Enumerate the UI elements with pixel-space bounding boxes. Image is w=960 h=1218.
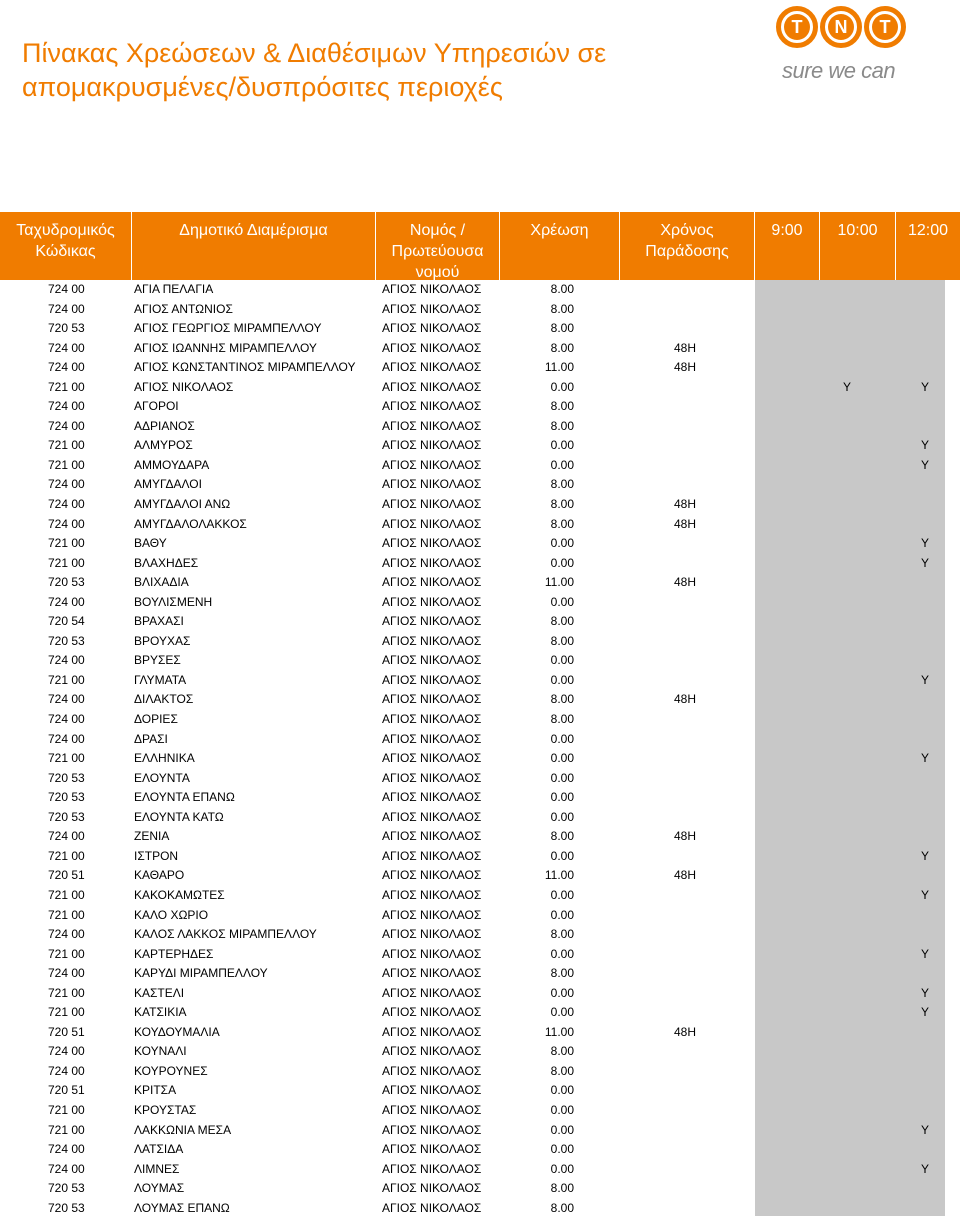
postal-code-cell: 724 00 <box>48 399 85 414</box>
logo-circle <box>864 6 906 48</box>
charge-cell: 0.00 <box>550 985 574 1000</box>
prefecture-cell: ΑΓΙΟΣ ΝΙΚΟΛΑΟΣ <box>382 497 482 512</box>
charge-cell: 8.00 <box>550 516 574 531</box>
prefecture-cell: ΑΓΙΟΣ ΝΙΚΟΛΑΟΣ <box>382 946 482 961</box>
area-cell: ΛΑΚΚΩΝΙΑ ΜΕΣΑ <box>134 1122 232 1137</box>
time-12-cell: Y <box>920 946 929 961</box>
table-row <box>0 573 960 593</box>
charge-cell: 8.00 <box>550 282 574 296</box>
header-prefecture: Νομός / Πρωτεύουσα νομού <box>376 212 500 280</box>
area-cell: ΑΓΙΟΣ ΓΕΩΡΓΙΟΣ ΜΙΡΑΜΠΕΛΛΟΥ <box>134 321 322 336</box>
postal-code-cell: 721 00 <box>48 751 85 766</box>
area-cell: ΑΜΥΓΔΑΛΟΙ <box>134 477 202 492</box>
table-row <box>0 808 960 828</box>
charge-cell: 8.00 <box>550 927 574 942</box>
postal-code-cell: 724 00 <box>48 1161 85 1176</box>
area-cell: ΒΡΥΣΕΣ <box>134 653 181 668</box>
area-cell: ΛΙΜΝΕΣ <box>134 1161 180 1176</box>
postal-code-cell: 721 00 <box>48 536 85 551</box>
table-row <box>0 1199 960 1218</box>
prefecture-cell: ΑΓΙΟΣ ΝΙΚΟΛΑΟΣ <box>382 1102 482 1117</box>
postal-code-cell: 724 00 <box>48 340 85 355</box>
table-row <box>0 749 960 769</box>
time-12-cell: Y <box>920 1122 929 1137</box>
postal-code-cell: 724 00 <box>48 477 85 492</box>
prefecture-cell: ΑΓΙΟΣ ΝΙΚΟΛΑΟΣ <box>382 594 482 609</box>
charge-cell: 8.00 <box>550 301 574 316</box>
postal-code-cell: 721 00 <box>48 457 85 472</box>
prefecture-cell: ΑΓΙΟΣ ΝΙΚΟΛΑΟΣ <box>382 379 482 394</box>
area-cell: ΚΡΟΥΣΤΑΣ <box>134 1102 197 1117</box>
time-12-cell: Y <box>920 457 929 472</box>
prefecture-cell: ΑΓΙΟΣ ΝΙΚΟΛΑΟΣ <box>382 1200 482 1215</box>
charge-cell: 0.00 <box>550 1122 574 1137</box>
prefecture-cell: ΑΓΙΟΣ ΝΙΚΟΛΑΟΣ <box>382 516 482 531</box>
area-cell: ΙΣΤΡΟΝ <box>134 848 179 863</box>
postal-code-cell: 724 00 <box>48 1142 85 1157</box>
charge-cell: 0.00 <box>550 809 574 824</box>
postal-code-cell: 724 00 <box>48 966 85 981</box>
area-cell: ΚΟΥΝΑΛΙ <box>134 1044 187 1059</box>
table-row <box>0 710 960 730</box>
table-header <box>0 212 960 280</box>
area-cell: ΒΛΙΧΑΔΙΑ <box>134 575 189 590</box>
header-time-9: 9:00 <box>755 212 820 280</box>
area-cell: ΒΛΑΧΗΔΕΣ <box>134 555 199 570</box>
area-cell: ΒΡΟΥΧΑΣ <box>134 633 191 648</box>
area-cell: ΚΑΚΟΚΑΜΩΤΕΣ <box>134 887 225 902</box>
charge-cell: 11.00 <box>544 868 574 883</box>
time-12-cell: Y <box>920 887 929 902</box>
postal-code-cell: 720 53 <box>48 770 85 785</box>
area-cell: ΑΓΙΑ ΠΕΛΑΓΙΑ <box>134 282 214 296</box>
table-row <box>0 1160 960 1180</box>
charge-cell: 0.00 <box>550 848 574 863</box>
delivery-time-cell: 48Η <box>674 829 697 844</box>
postal-code-cell: 720 53 <box>48 575 85 590</box>
prefecture-cell: ΑΓΙΟΣ ΝΙΚΟΛΑΟΣ <box>382 1063 482 1078</box>
table-row <box>0 436 960 456</box>
table-row <box>0 339 960 359</box>
area-cell: ΛΑΤΣΙΔΑ <box>134 1142 184 1157</box>
postal-code-cell: 724 00 <box>48 1044 85 1059</box>
time-12-cell: Y <box>920 751 929 766</box>
postal-code-cell: 720 51 <box>48 868 85 883</box>
charge-cell: 8.00 <box>550 692 574 707</box>
table-row <box>0 1081 960 1101</box>
postal-code-cell: 721 00 <box>48 555 85 570</box>
prefecture-cell: ΑΓΙΟΣ ΝΙΚΟΛΑΟΣ <box>382 731 482 746</box>
charge-cell: 11.00 <box>544 360 574 375</box>
charge-cell: 0.00 <box>550 907 574 922</box>
table-body <box>0 280 960 1218</box>
postal-code-cell: 724 00 <box>48 712 85 727</box>
logo-tagline: sure we can <box>782 58 896 83</box>
charge-cell: 0.00 <box>550 731 574 746</box>
logo-letter: T <box>784 14 810 40</box>
area-cell: ΑΛΜΥΡΟΣ <box>134 438 193 453</box>
prefecture-cell: ΑΓΙΟΣ ΝΙΚΟΛΑΟΣ <box>382 399 482 414</box>
prefecture-cell: ΑΓΙΟΣ ΝΙΚΟΛΑΟΣ <box>382 457 482 472</box>
area-cell: ΖΕΝΙΑ <box>134 829 170 844</box>
area-cell: ΚΑΘΑΡΟ <box>134 868 185 883</box>
table-row <box>0 1121 960 1141</box>
charge-cell: 0.00 <box>550 653 574 668</box>
postal-code-cell: 721 00 <box>48 887 85 902</box>
postal-code-cell: 721 00 <box>48 848 85 863</box>
postal-code-cell: 724 00 <box>48 653 85 668</box>
prefecture-cell: ΑΓΙΟΣ ΝΙΚΟΛΑΟΣ <box>382 868 482 883</box>
table-row <box>0 397 960 417</box>
area-cell: ΛΟΥΜΑΣ <box>134 1181 185 1196</box>
table-row <box>0 1003 960 1023</box>
delivery-time-cell: 48Η <box>674 868 697 883</box>
postal-code-cell: 721 00 <box>48 1102 85 1117</box>
charge-cell: 0.00 <box>550 594 574 609</box>
table-row <box>0 945 960 965</box>
charge-cell: 0.00 <box>550 946 574 961</box>
time-12-cell: Y <box>920 379 929 394</box>
prefecture-cell: ΑΓΙΟΣ ΝΙΚΟΛΑΟΣ <box>382 614 482 629</box>
table-row <box>0 984 960 1004</box>
area-cell: ΑΔΡΙΑΝΟΣ <box>134 418 195 433</box>
charge-cell: 0.00 <box>550 1005 574 1020</box>
delivery-time-cell: 48Η <box>674 516 697 531</box>
postal-code-cell: 724 00 <box>48 418 85 433</box>
table-row <box>0 1023 960 1043</box>
area-cell: ΓΛΥΜΑΤΑ <box>134 672 187 687</box>
table-row <box>0 495 960 515</box>
charge-cell: 8.00 <box>550 340 574 355</box>
charge-cell: 8.00 <box>550 829 574 844</box>
prefecture-cell: ΑΓΙΟΣ ΝΙΚΟΛΑΟΣ <box>382 887 482 902</box>
prefecture-cell: ΑΓΙΟΣ ΝΙΚΟΛΑΟΣ <box>382 301 482 316</box>
postal-code-cell: 720 53 <box>48 633 85 648</box>
prefecture-cell: ΑΓΙΟΣ ΝΙΚΟΛΑΟΣ <box>382 672 482 687</box>
table-row <box>0 671 960 691</box>
table-row <box>0 1101 960 1121</box>
area-cell: ΔΙΛΑΚΤΟΣ <box>134 692 194 707</box>
time-12-cell: Y <box>920 985 929 1000</box>
area-cell: ΒΑΘΥ <box>134 536 167 551</box>
charge-cell: 8.00 <box>550 1063 574 1078</box>
area-cell: ΛΟΥΜΑΣ ΕΠΑΝΩ <box>134 1200 230 1215</box>
area-cell: ΑΜΜΟΥΔΑΡΑ <box>134 457 210 472</box>
table-row <box>0 1140 960 1160</box>
charge-cell: 0.00 <box>550 555 574 570</box>
area-cell: ΚΟΥΡΟΥΝΕΣ <box>134 1063 208 1078</box>
table-row <box>0 866 960 886</box>
prefecture-cell: ΑΓΙΟΣ ΝΙΚΟΛΑΟΣ <box>382 907 482 922</box>
postal-code-cell: 720 54 <box>48 614 85 629</box>
prefecture-cell: ΑΓΙΟΣ ΝΙΚΟΛΑΟΣ <box>382 1122 482 1137</box>
time-12-cell: Y <box>920 1005 929 1020</box>
time-12-cell: Y <box>920 555 929 570</box>
area-cell: ΑΓΙΟΣ ΙΩΑΝΝΗΣ ΜΙΡΑΜΠΕΛΛΟΥ <box>134 340 317 355</box>
postal-code-cell: 724 00 <box>48 594 85 609</box>
delivery-time-cell: 48Η <box>674 497 697 512</box>
logo-circle <box>776 6 818 48</box>
table-row <box>0 769 960 789</box>
prefecture-cell: ΑΓΙΟΣ ΝΙΚΟΛΑΟΣ <box>382 751 482 766</box>
postal-code-cell: 720 51 <box>48 1024 85 1039</box>
time-12-cell: Y <box>920 1161 929 1176</box>
area-cell: ΒΡΑΧΑΣΙ <box>134 614 184 629</box>
logo-letter: T <box>872 14 898 40</box>
table-row <box>0 690 960 710</box>
prefecture-cell: ΑΓΙΟΣ ΝΙΚΟΛΑΟΣ <box>382 1181 482 1196</box>
table-row <box>0 964 960 984</box>
area-cell: ΑΓΙΟΣ ΑΝΤΩΝΙΟΣ <box>134 301 233 316</box>
postal-code-cell: 724 00 <box>48 829 85 844</box>
charge-cell: 0.00 <box>550 751 574 766</box>
table-row <box>0 280 960 300</box>
prefecture-cell: ΑΓΙΟΣ ΝΙΚΟΛΑΟΣ <box>382 438 482 453</box>
area-cell: ΑΜΥΓΔΑΛΟΙ ΑΝΩ <box>134 497 231 512</box>
postal-code-cell: 720 53 <box>48 809 85 824</box>
prefecture-cell: ΑΓΙΟΣ ΝΙΚΟΛΑΟΣ <box>382 653 482 668</box>
table-row <box>0 730 960 750</box>
postal-code-cell: 724 00 <box>48 360 85 375</box>
table-row <box>0 593 960 613</box>
charge-cell: 8.00 <box>550 1044 574 1059</box>
time-12-cell: Y <box>920 536 929 551</box>
area-cell: ΕΛΛΗΝΙΚΑ <box>134 751 195 766</box>
charge-cell: 0.00 <box>550 672 574 687</box>
table-row <box>0 475 960 495</box>
table-row <box>0 456 960 476</box>
table-row <box>0 300 960 320</box>
prefecture-cell: ΑΓΙΟΣ ΝΙΚΟΛΑΟΣ <box>382 282 482 296</box>
prefecture-cell: ΑΓΙΟΣ ΝΙΚΟΛΑΟΣ <box>382 1024 482 1039</box>
table-row <box>0 534 960 554</box>
time-12-cell: Y <box>920 848 929 863</box>
charge-cell: 0.00 <box>550 1083 574 1098</box>
postal-code-cell: 721 00 <box>48 946 85 961</box>
charge-cell: 0.00 <box>550 438 574 453</box>
delivery-time-cell: 48Η <box>674 1024 697 1039</box>
postal-code-cell: 724 00 <box>48 497 85 512</box>
delivery-time-cell: 48Η <box>674 360 697 375</box>
table-row <box>0 554 960 574</box>
area-cell: ΕΛΟΥΝΤΑ ΕΠΑΝΩ <box>134 790 235 805</box>
area-cell: ΑΓΟΡΟΙ <box>134 399 179 414</box>
table-row <box>0 632 960 652</box>
postal-code-cell: 724 00 <box>48 301 85 316</box>
charge-cell: 0.00 <box>550 536 574 551</box>
area-cell: ΚΡΙΤΣΑ <box>134 1083 177 1098</box>
prefecture-cell: ΑΓΙΟΣ ΝΙΚΟΛΑΟΣ <box>382 1161 482 1176</box>
area-cell: ΕΛΟΥΝΤΑ ΚΑΤΩ <box>134 809 224 824</box>
time-12-cell: Y <box>920 438 929 453</box>
header-postal-code: Ταχυδρομικός Κώδικας <box>0 212 132 280</box>
area-cell: ΚΑΛΟΣ ΛΑΚΚΟΣ ΜΙΡΑΜΠΕΛΛΟΥ <box>134 927 317 942</box>
logo-letter: N <box>828 14 854 40</box>
charge-cell: 8.00 <box>550 477 574 492</box>
table-row <box>0 1179 960 1199</box>
header-delivery-time: Χρόνος Παράδοσης <box>620 212 755 280</box>
prefecture-cell: ΑΓΙΟΣ ΝΙΚΟΛΑΟΣ <box>382 360 482 375</box>
prefecture-cell: ΑΓΙΟΣ ΝΙΚΟΛΑΟΣ <box>382 692 482 707</box>
table-row <box>0 515 960 535</box>
prefecture-cell: ΑΓΙΟΣ ΝΙΚΟΛΑΟΣ <box>382 829 482 844</box>
prefecture-cell: ΑΓΙΟΣ ΝΙΚΟΛΑΟΣ <box>382 927 482 942</box>
charge-cell: 0.00 <box>550 379 574 394</box>
charge-cell: 8.00 <box>550 1181 574 1196</box>
area-cell: ΔΟΡΙΕΣ <box>134 712 178 727</box>
area-cell: ΕΛΟΥΝΤΑ <box>134 770 190 785</box>
charge-cell: 11.00 <box>544 575 574 590</box>
prefecture-cell: ΑΓΙΟΣ ΝΙΚΟΛΑΟΣ <box>382 770 482 785</box>
area-cell: ΑΜΥΓΔΑΛΟΛΑΚΚΟΣ <box>134 516 247 531</box>
charge-cell: 0.00 <box>550 887 574 902</box>
postal-code-cell: 721 00 <box>48 1005 85 1020</box>
postal-code-cell: 724 00 <box>48 516 85 531</box>
charge-cell: 8.00 <box>550 712 574 727</box>
charge-cell: 8.00 <box>550 966 574 981</box>
prefecture-cell: ΑΓΙΟΣ ΝΙΚΟΛΑΟΣ <box>382 418 482 433</box>
charge-cell: 8.00 <box>550 399 574 414</box>
postal-code-cell: 721 00 <box>48 438 85 453</box>
charge-cell: 11.00 <box>544 1024 574 1039</box>
prefecture-cell: ΑΓΙΟΣ ΝΙΚΟΛΑΟΣ <box>382 966 482 981</box>
table-row <box>0 788 960 808</box>
prefecture-cell: ΑΓΙΟΣ ΝΙΚΟΛΑΟΣ <box>382 321 482 336</box>
charge-cell: 8.00 <box>550 497 574 512</box>
postal-code-cell: 720 53 <box>48 321 85 336</box>
table-row <box>0 417 960 437</box>
table-row <box>0 358 960 378</box>
prefecture-cell: ΑΓΙΟΣ ΝΙΚΟΛΑΟΣ <box>382 1005 482 1020</box>
header-municipal-area: Δημοτικό Διαμέρισμα <box>132 212 376 280</box>
table-row <box>0 847 960 867</box>
postal-code-cell: 724 00 <box>48 927 85 942</box>
table-row <box>0 1042 960 1062</box>
area-cell: ΚΑΤΣΙΚΙΑ <box>134 1005 187 1020</box>
postal-code-cell: 724 00 <box>48 1063 85 1078</box>
table-row <box>0 378 960 398</box>
area-cell: ΑΓΙΟΣ ΝΙΚΟΛΑΟΣ <box>134 379 234 394</box>
prefecture-cell: ΑΓΙΟΣ ΝΙΚΟΛΑΟΣ <box>382 555 482 570</box>
postal-code-cell: 721 00 <box>48 907 85 922</box>
table-row <box>0 906 960 926</box>
prefecture-cell: ΑΓΙΟΣ ΝΙΚΟΛΑΟΣ <box>382 809 482 824</box>
prefecture-cell: ΑΓΙΟΣ ΝΙΚΟΛΑΟΣ <box>382 633 482 648</box>
prefecture-cell: ΑΓΙΟΣ ΝΙΚΟΛΑΟΣ <box>382 1044 482 1059</box>
area-cell: ΚΑΛΟ ΧΩΡΙΟ <box>134 907 209 922</box>
logo-circle <box>820 6 862 48</box>
delivery-time-cell: 48Η <box>674 340 697 355</box>
area-cell: ΚΑΣΤΕΛΙ <box>134 985 185 1000</box>
time-12-cell: Y <box>920 672 929 687</box>
table-row <box>0 1062 960 1082</box>
delivery-time-cell: 48Η <box>674 575 697 590</box>
prefecture-cell: ΑΓΙΟΣ ΝΙΚΟΛΑΟΣ <box>382 790 482 805</box>
postal-code-cell: 721 00 <box>48 1122 85 1137</box>
logo-letters <box>776 6 908 48</box>
charge-cell: 8.00 <box>550 418 574 433</box>
table-row <box>0 651 960 671</box>
area-cell: ΚΑΡΥΔΙ ΜΙΡΑΜΠΕΛΛΟΥ <box>134 966 268 981</box>
postal-code-cell: 721 00 <box>48 985 85 1000</box>
charge-cell: 0.00 <box>550 1142 574 1157</box>
postal-code-cell: 720 51 <box>48 1083 85 1098</box>
table-row <box>0 612 960 632</box>
charge-cell: 8.00 <box>550 321 574 336</box>
header-charge: Χρέωση <box>500 212 620 280</box>
charge-cell: 0.00 <box>550 457 574 472</box>
prefecture-cell: ΑΓΙΟΣ ΝΙΚΟΛΑΟΣ <box>382 848 482 863</box>
area-cell: ΚΑΡΤΕΡΗΔΕΣ <box>134 946 214 961</box>
charge-cell: 0.00 <box>550 1102 574 1117</box>
delivery-time-cell: 48Η <box>674 692 697 707</box>
prefecture-cell: ΑΓΙΟΣ ΝΙΚΟΛΑΟΣ <box>382 575 482 590</box>
header-time-10: 10:00 <box>820 212 896 280</box>
area-cell: ΑΓΙΟΣ ΚΩΝΣΤΑΝΤΙΝΟΣ ΜΙΡΑΜΠΕΛΛΟΥ <box>134 360 356 375</box>
postal-code-cell: 720 53 <box>48 790 85 805</box>
table-row <box>0 886 960 906</box>
prefecture-cell: ΑΓΙΟΣ ΝΙΚΟΛΑΟΣ <box>382 477 482 492</box>
prefecture-cell: ΑΓΙΟΣ ΝΙΚΟΛΑΟΣ <box>382 536 482 551</box>
prefecture-cell: ΑΓΙΟΣ ΝΙΚΟΛΑΟΣ <box>382 340 482 355</box>
area-cell: ΒΟΥΛΙΣΜΕΝΗ <box>134 594 213 609</box>
prefecture-cell: ΑΓΙΟΣ ΝΙΚΟΛΑΟΣ <box>382 712 482 727</box>
prefecture-cell: ΑΓΙΟΣ ΝΙΚΟΛΑΟΣ <box>382 1083 482 1098</box>
postal-code-cell: 720 53 <box>48 1181 85 1196</box>
prefecture-cell: ΑΓΙΟΣ ΝΙΚΟΛΑΟΣ <box>382 1142 482 1157</box>
table-row <box>0 319 960 339</box>
tnt-logo <box>776 6 916 94</box>
table-row <box>0 925 960 945</box>
postal-code-cell: 724 00 <box>48 692 85 707</box>
charge-cell: 0.00 <box>550 770 574 785</box>
charge-cell: 0.00 <box>550 1161 574 1176</box>
charge-cell: 0.00 <box>550 790 574 805</box>
charge-cell: 8.00 <box>550 1200 574 1215</box>
area-cell: ΚΟΥΔΟΥΜΑΛΙΑ <box>134 1024 220 1039</box>
area-cell: ΔΡΑΣΙ <box>134 731 168 746</box>
postal-code-cell: 724 00 <box>48 282 85 296</box>
postal-code-cell: 721 00 <box>48 379 85 394</box>
postal-code-cell: 724 00 <box>48 731 85 746</box>
header-time-12: 12:00 <box>907 222 949 239</box>
charge-cell: 8.00 <box>550 614 574 629</box>
charge-cell: 8.00 <box>550 633 574 648</box>
prefecture-cell: ΑΓΙΟΣ ΝΙΚΟΛΑΟΣ <box>382 985 482 1000</box>
postal-code-cell: 720 53 <box>48 1200 85 1215</box>
page-title: Πίνακας Χρεώσεων & Διαθέσιμων Υπηρεσιών σε απομακρυσμένες/δυσπρόσιτες περιοχές <box>22 38 607 102</box>
postal-code-cell: 721 00 <box>48 672 85 687</box>
time-10-cell: Y <box>842 379 851 394</box>
table-row <box>0 827 960 847</box>
